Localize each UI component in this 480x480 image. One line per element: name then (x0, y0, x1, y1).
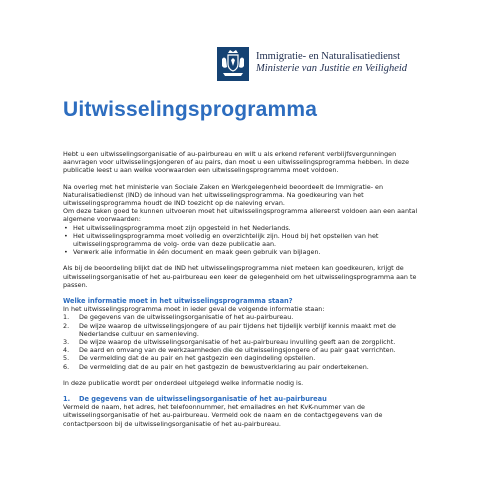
item-text: De aard en omvang van de werkzaamheden die de uitwisselingsjongere of au pair gaat verrichten. (79, 346, 396, 355)
section-intro: In het uitwisselingsprogramma moet in ieder geval de volgende informatie staan: (63, 305, 325, 314)
item-number: 2. (63, 321, 70, 330)
list-item: • Het uitwisselingsprogramma moet zijn opgesteld in het Nederlands. (63, 224, 431, 232)
item-number: 1. (63, 313, 70, 322)
list-item (63, 363, 431, 371)
item-text: De vermelding dat de au pair en het gastgezin een dagindeling opstellen. (79, 354, 316, 363)
subsection-number: 1. (63, 395, 71, 404)
item-text: De gegevens van de uitwisselingsorganisatie of het au-pairbureau. (79, 313, 294, 322)
ministry-subtitle: Ministerie van Justitie en Veiligheid (256, 63, 408, 74)
list-item (63, 338, 431, 346)
coat-of-arms-logo (217, 47, 249, 81)
item-number: 6. (63, 362, 70, 371)
information-list (63, 313, 431, 370)
list-item: • Het uitwisselingsprogramma moet volledig en overzichtelijk zijn. Houd bij het opstellen van het uitwisselingsprogramma de volg- orde van deze publicatie aan. (63, 232, 431, 248)
intro-paragraph: Hebt u een uitwisselingsorganisatie of au-pairbureau en wilt u als erkend referent verblijfsvergunningen aanvragen voor uitwisselingsjongeren of au pairs, dan moet u een uitwisselingsprogramma hebben. In deze publicatie leest u aan welke voorwaarden een uitwisselingsprogramma moet voldoen. (63, 150, 410, 175)
item-text: De wijze waarop de uitwisselingsjongere of au pair tijdens het tijdelijk verblijf kennis maakt met de Nederlandse cultuur en samenleving. (79, 321, 396, 338)
item-text: De wijze waarop de uitwisselingsorganisatie of het au-pairbureau invulling geeft aan de zorgplicht. (79, 338, 396, 347)
item-number: 4. (63, 346, 70, 355)
list-item (63, 346, 431, 354)
list-item (63, 354, 431, 362)
list-item: • Verwerk alle informatie in één document en maak geen gebruik van bijlagen. (63, 248, 431, 256)
detail-paragraph: In deze publicatie wordt per onderdeel uitgelegd welke informatie nodig is. (63, 378, 304, 387)
rijksoverheid-coat-of-arms-icon (217, 47, 249, 81)
requirements-intro: Om deze taken goed te kunnen uitvoeren moet het uitwisselingsprogramma allereerst voldoen aan een aantal algemene voorwaarden: (63, 207, 418, 224)
page-title: Uitwisselingsprogramma (63, 98, 318, 121)
list-item (63, 322, 431, 338)
requirements-list (63, 224, 431, 257)
ministry-name: Immigratie- en Naturalisatiedienst (256, 51, 401, 62)
item-text: De vermelding dat de au pair en het gastgezin de bewustverklaring au pair ondertekenen. (79, 362, 369, 371)
list-item (63, 313, 431, 321)
item-number: 3. (63, 338, 70, 347)
subsection-heading (63, 395, 431, 403)
document-body (63, 150, 431, 428)
section-heading: Welke informatie moet in het uitwisselingsprogramma staan? (63, 297, 293, 306)
approval-paragraph: Als bij de beoordeling blijkt dat de IND het uitwisselingsprogramma niet meteen kan goedkeuren, krijgt de uitwisselingsorganisatie of het au-pairbureau een keer de gelegenheid om het uitwisselingsprogramma aan te passen. (63, 264, 417, 289)
subsection-title: De gegevens van de uitwisselingsorganisatie of het au-pairbureau (79, 395, 327, 404)
item-number: 5. (63, 354, 70, 363)
consultation-paragraph: Na overleg met het ministerie van Sociale Zaken en Werkgelegenheid beoordeelt de Immigratie- en Naturalisatiedienst (IND) de inhoud van het uitwisselingsprogramma. Na goedkeuring van het uitwisselingsprogramma houdt de IND toezicht op de naleving ervan. (63, 182, 384, 208)
subsection-body: Vermeld de naam, het adres, het telefoonnummer, het emailadres en het KvK-nummer van de uitwisselingsorganisatie of het au-pairbureau. Vermeld ook de naam en de contactgegevens van de contactpersoon bij de uitwisselingsorganisatie of het au-pairbureau. (63, 403, 383, 428)
